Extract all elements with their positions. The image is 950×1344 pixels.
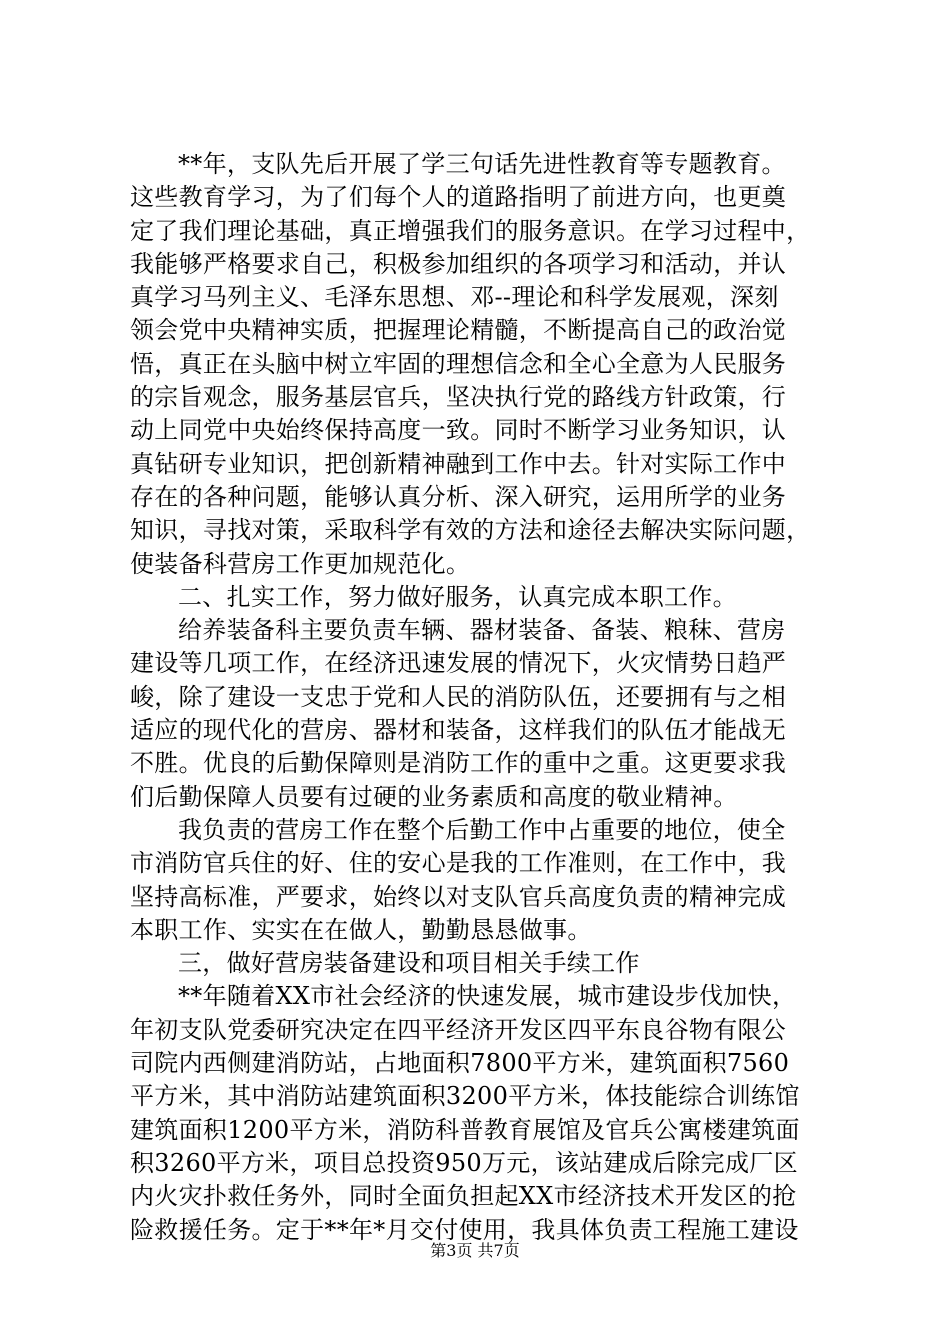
paragraph-line: 我能够严格要求自己，积极参加组织的各项学习和活动，并认 [130,249,787,278]
paragraph-line: 使装备科营房工作更加规范化。 [130,549,471,578]
paragraph-line: 知识，寻找对策，采取科学有效的方法和途径去解决实际问题， [130,516,811,545]
paragraph-line: 真钻研专业知识，把创新精神融到工作中去。针对实际工作中 [130,449,787,478]
paragraph-line: 我负责的营房工作在整个后勤工作中占重要的地位，使全 [178,815,786,844]
paragraph-line: 平方米，其中消防站建筑面积3200平方米，体技能综合训练馆 [130,1082,800,1111]
paragraph-line: 市消防官兵住的好、住的安心是我的工作准则，在工作中，我 [130,849,787,878]
paragraph-line: 们后勤保障人员要有过硬的业务素质和高度的敬业精神。 [130,782,738,811]
paragraph-line: 峻，除了建设一支忠于党和人民的消防队伍，还要拥有与之相 [130,682,787,711]
paragraph-line: 定了我们理论基础，真正增强我们的服务意识。在学习过程中， [130,216,811,245]
paragraph-line: 建设等几项工作，在经济迅速发展的情况下，火灾情势日趋严 [130,649,787,678]
paragraph-line: 真学习马列主义、毛泽东思想、邓--理论和科学发展观，深刻 [130,283,779,312]
paragraph-line: 积3260平方米，项目总投资950万元，该站建成后除完成厂区 [130,1148,798,1177]
paragraph-line: **年随着XX市社会经济的快速发展，城市建设步伐加快， [178,982,797,1011]
paragraph-line: 的宗旨观念，服务基层官兵，坚决执行党的路线方针政策，行 [130,383,787,412]
page-number-footer: 第3页 共7页 [430,1241,520,1260]
paragraph-line: 险救援任务。定于**年*月交付使用，我具体负责工程施工建设 [130,1215,799,1244]
paragraph-line: 不胜。优良的后勤保障则是消防工作的重中之重。这更要求我 [130,749,787,778]
paragraph-line: 动上同党中央始终保持高度一致。同时不断学习业务知识，认 [130,416,787,445]
paragraph-line: 司院内西侧建消防站，占地面积7800平方米，建筑面积7560 [130,1049,790,1078]
paragraph-line: 坚持高标准，严要求，始终以对支队官兵高度负责的精神完成 [130,882,787,911]
paragraph-line: 这些教育学习，为了们每个人的道路指明了前进方向，也更奠 [130,183,787,212]
paragraph-line: 内火灾扑救任务外，同时全面负担起XX市经济技术开发区的抢 [130,1182,797,1211]
paragraph-line: 建筑面积1200平方米，消防科普教育展馆及官兵公寓楼建筑面 [130,1115,800,1144]
paragraph-line: 给养装备科主要负责车辆、器材装备、备装、粮秣、营房 [178,616,786,645]
section-heading: 三，做好营房装备建设和项目相关手续工作 [178,949,640,978]
paragraph-line: 领会党中央精神实质，把握理论精髓，不断提高自己的政治觉 [130,316,787,345]
paragraph-line: 本职工作、实实在在做人，勤勤恳恳做事。 [130,915,592,944]
paragraph-line: 适应的现代化的营房、器材和装备，这样我们的队伍才能战无 [130,716,787,745]
section-heading: 二、扎实工作，努力做好服务，认真完成本职工作。 [178,582,737,611]
paragraph-line: 存在的各种问题，能够认真分析、深入研究，运用所学的业务 [130,482,787,511]
paragraph-line: 年初支队党委研究决定在四平经济开发区四平东良谷物有限公 [130,1015,787,1044]
paragraph-line: **年，支队先后开展了学三句话先进性教育等专题教育。 [178,150,786,178]
paragraph-line: 悟，真正在头脑中树立牢固的理想信念和全心全意为人民服务 [130,349,787,378]
document-body [130,148,830,1247]
